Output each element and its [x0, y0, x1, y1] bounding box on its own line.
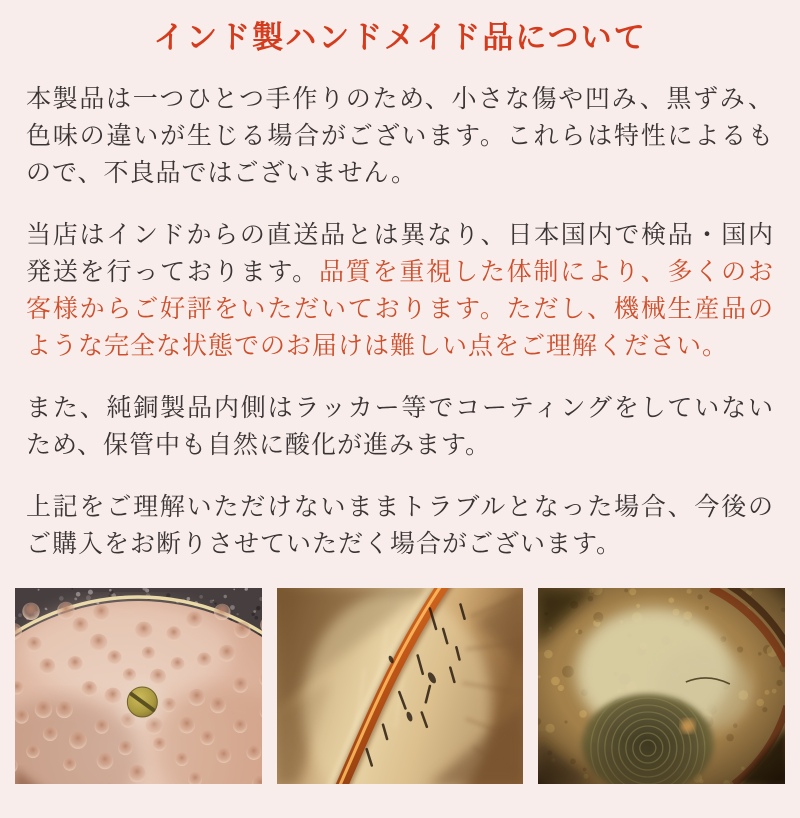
- product-photo-row: [0, 588, 800, 784]
- hammered-copper-lid-illustration: [15, 588, 262, 784]
- paragraph-purchase-refusal: 上記をご理解いただけないままトラブルとなった場合、今後のご購入をお断りさせていただく場合がございます。: [26, 494, 774, 558]
- copper-surface-scratch-photo: [277, 588, 524, 784]
- page-title: インド製ハンドメイド品について: [153, 20, 647, 55]
- paragraph-copper-oxidation: また、純銅製品内側はラッカー等でコーティングをしていないため、保管中も自然に酸化が進みます。: [26, 395, 774, 459]
- paragraph-quality-highlight: 品質を重視した体制により、多くのお客様からご好評をいただいております。ただし、機械生産品のような完全な状態でのお届けは難しい点をご理解ください。: [26, 259, 774, 360]
- paragraph-domestic-inspection: [26, 217, 774, 365]
- product-notice-page: [0, 18, 800, 818]
- notice-text-block: [0, 81, 800, 563]
- hammered-copper-lid-photo: [15, 588, 262, 784]
- copper-vessel-interior-photo: [538, 588, 785, 784]
- paragraph-handmade-variation: 本製品は一つひとつ手作りのため、小さな傷や凹み、黒ずみ、色味の違いが生じる場合がございます。これらは特性によるもので、不良品ではございません。: [26, 86, 774, 187]
- copper-surface-scratch-illustration: [277, 588, 524, 784]
- copper-vessel-interior-illustration: [538, 588, 785, 784]
- paragraph-domestic-inspection-normal: 当店はインドからの直送品とは異なり、日本国内で検品・国内発送を行っております。: [26, 222, 774, 286]
